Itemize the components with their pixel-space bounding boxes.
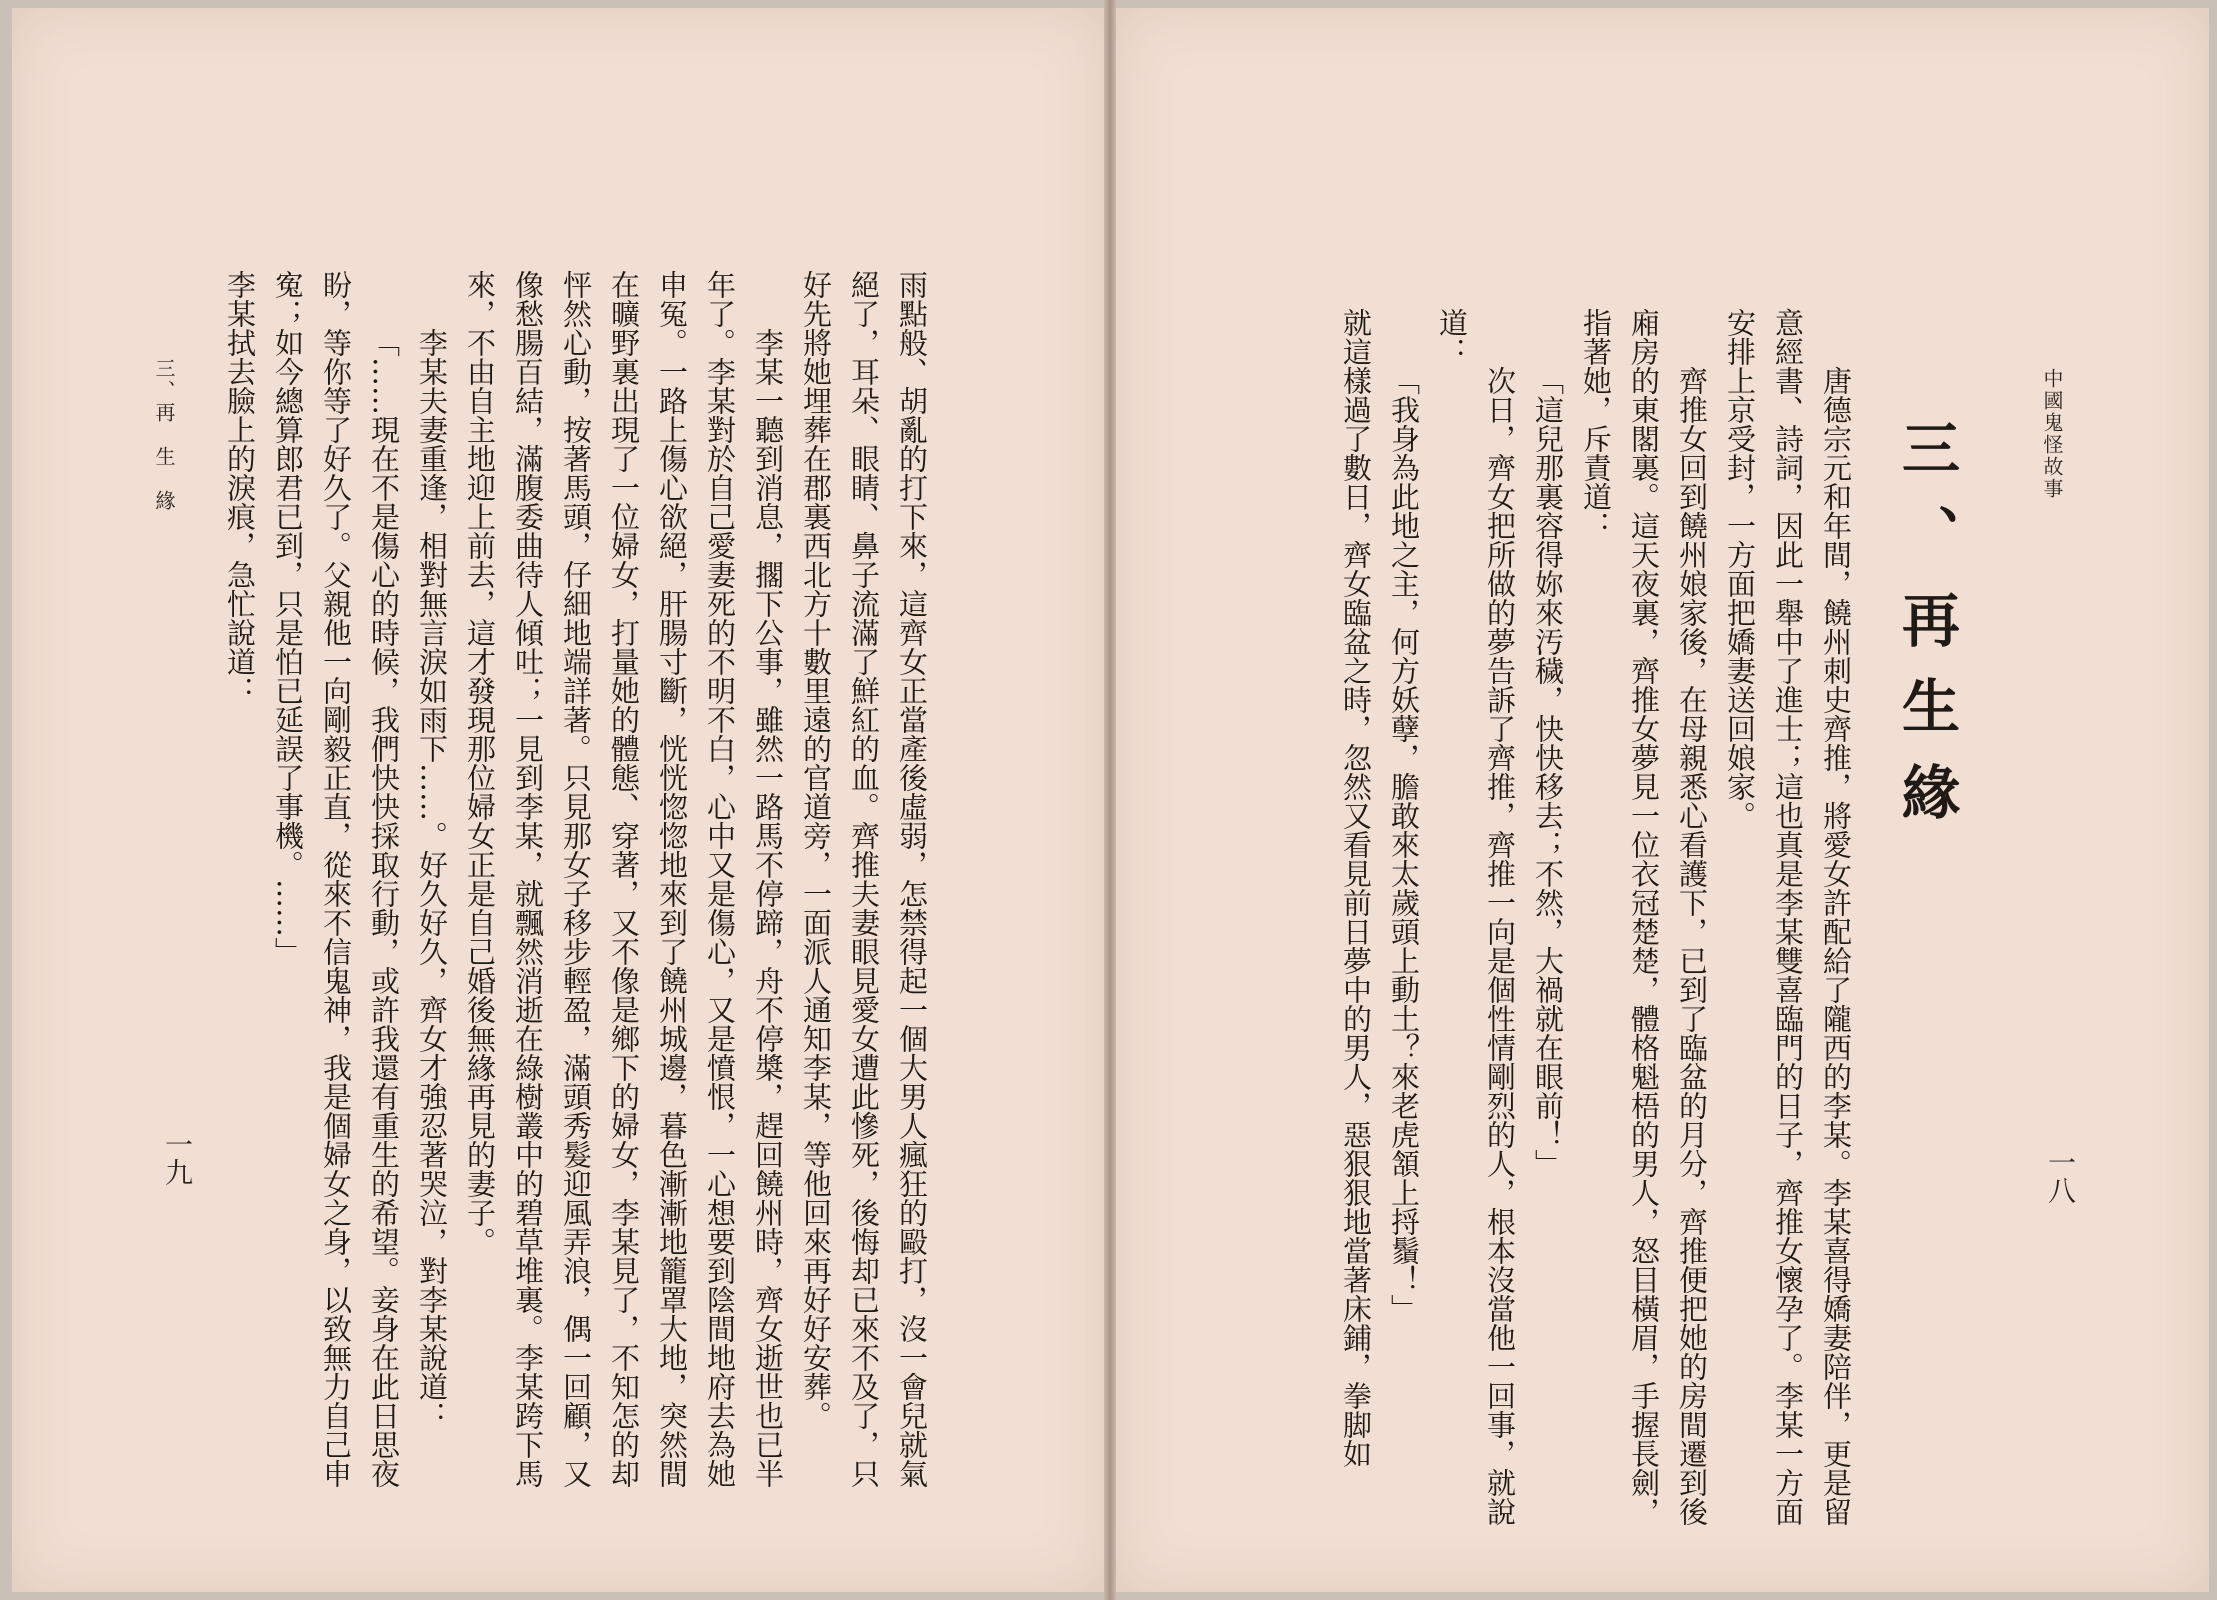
book-gutter (1104, 0, 1116, 1600)
paragraph: 就這樣過了數日，齊女臨盆之時，忽然又看見前日夢中的男人，惡狠狠地當著床鋪，拳脚如 (1339, 308, 1373, 1468)
paragraph: 齊推女回到饒州娘家後，在母親悉心看護下，已到了臨盆的月分，齊推便把她的房間遷到後 (1675, 366, 1709, 1526)
paragraph: 好先將她埋葬在郡裏西北方十數里遠的官道旁，一面派人通知李某，等他回來再好好安葬。 (799, 270, 833, 1430)
paragraph: 安排上京受封，一方面把嬌妻送回娘家。 (1723, 308, 1757, 830)
paragraph: 絕了，耳朵、眼睛、鼻子流滿了鮮紅的血。齊推夫妻眼見愛女遭此慘死，後悔却已來不及了，只 (847, 270, 881, 1488)
right-page-body (1316, 308, 1860, 1526)
paragraph: 像愁腸百結，滿腹委曲待人傾吐；一見到李某，就飄然消逝在綠樹叢中的碧草堆裏。李某跨下馬 (511, 270, 545, 1488)
paragraph: 李某夫妻重逢，相對無言淚如雨下……。好久好久，齊女才強忍著哭泣，對李某說道： (415, 328, 449, 1430)
paragraph: 申冤。一路上傷心欲絕，肝腸寸斷，恍恍惚惚地來到了饒州城邊，暮色漸漸地籠罩大地，突然間 (655, 270, 689, 1488)
chapter-title: 三、再生緣 (1892, 418, 1960, 848)
paragraph: 在曠野裏出現了一位婦女，打量她的體態、穿著，又不像是鄉下的婦女，李某見了，不知怎的却 (607, 270, 641, 1488)
paragraph: 唐德宗元和年間，饒州刺史齊推，將愛女許配給了隴西的李某。李某喜得嬌妻陪伴，更是留 (1819, 366, 1853, 1526)
paragraph: 怦然心動，按著馬頭，仔細地端詳著。只見那女子移步輕盈，滿頭秀髮迎風弄浪，偶一回顧，又 (559, 270, 593, 1488)
paragraph: 年了。李某對於自己愛妻死的不明不白，心中又是傷心，又是憤恨，一心想要到陰間地府去為她 (703, 270, 737, 1488)
paragraph: 「……現在不是傷心的時候，我們快快採取行動，或許我還有重生的希望。妾身在此日思夜 (367, 328, 401, 1488)
paragraph: 道： (1435, 308, 1469, 366)
paragraph: 次日，齊女把所做的夢告訴了齊推，齊推一向是個性情剛烈的人，根本沒當他一回事，就說 (1483, 366, 1517, 1526)
right-page (1116, 8, 2209, 1592)
paragraph: 「我身為此地之主，何方妖孽，膽敢來太歲頭上動土？來老虎頷上捋鬚！」 (1387, 366, 1421, 1323)
paragraph: 廂房的東閣裏。這天夜裏，齊推女夢見一位衣冠楚楚，體格魁梧的男人，怒目橫眉，手握長劍， (1627, 308, 1661, 1526)
paragraph: 盼，等你等了好久了。父親他一向剛毅正直，從來不信鬼神，我是個婦女之身，以致無力自己申 (319, 270, 353, 1488)
paragraph: 李某拭去臉上的淚痕，急忙說道： (223, 270, 257, 705)
running-header-right: 中國鬼怪故事 (2040, 368, 2064, 500)
page-number-left: 一九 (161, 1130, 194, 1186)
left-page (12, 8, 1104, 1592)
paragraph: 「這兒那裏容得妳來汚穢，快快移去；不然，大禍就在眼前！」 (1531, 366, 1565, 1178)
paragraph: 寃；如今總算郎君已到，只是怕已延誤了事機。……」 (271, 270, 305, 966)
paragraph: 李某一聽到消息，擱下公事，雖然一路馬不停蹄，舟不停槳，趕回饒州時，齊女逝世也已半 (751, 328, 785, 1488)
paragraph: 來，不由自主地迎上前去，這才發現那位婦女正是自己婚後無緣再見的妻子。 (463, 270, 497, 1256)
left-page-body (192, 270, 936, 1488)
paragraph: 雨點般、胡亂的打下來，這齊女正當產後虛弱，怎禁得起一個大男人瘋狂的毆打，沒一會兒就氣 (895, 270, 929, 1488)
page-number-right: 一八 (2044, 1148, 2077, 1204)
paragraph: 意經書、詩詞，因此一舉中了進士；這也真是李某雙喜臨門的日子，齊推女懷孕了。李某一方面 (1771, 308, 1805, 1526)
running-header-left: 三、再 生 緣 (152, 358, 176, 512)
paragraph: 指著她，斥責道： (1579, 308, 1613, 540)
